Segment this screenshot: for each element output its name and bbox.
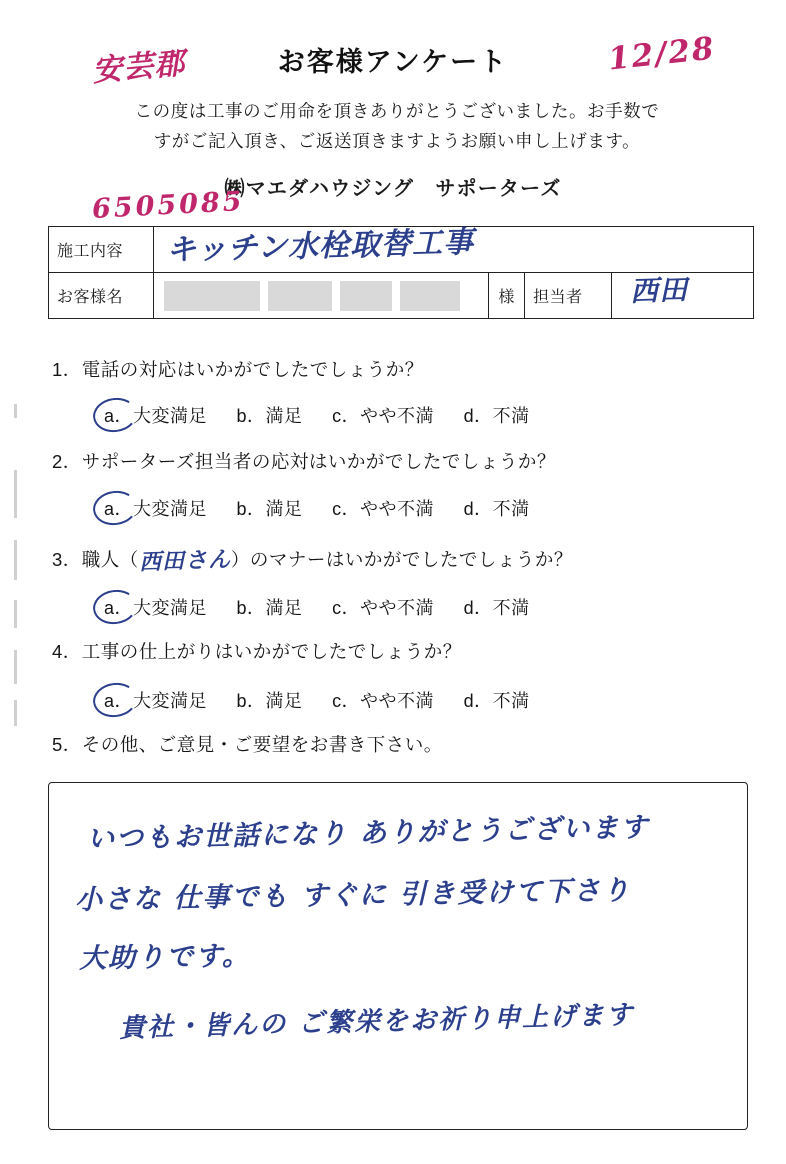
question-1 xyxy=(52,356,752,382)
question-2-option-b[interactable]: b．満足 xyxy=(236,499,303,519)
staff-value-cell xyxy=(612,273,754,319)
question-3-options xyxy=(104,594,530,620)
question-3-option-c[interactable]: c．やや不満 xyxy=(332,598,435,618)
table-row xyxy=(49,227,754,273)
question-3-option-a-label: a．大変満足 xyxy=(104,598,208,618)
question-2-number: 2． xyxy=(52,451,82,472)
scan-artifact xyxy=(14,540,17,580)
question-4-option-d[interactable]: d．不満 xyxy=(463,691,530,711)
question-2 xyxy=(52,448,752,474)
question-1-text: 電話の対応はいかがでしたでしょうか？ xyxy=(81,359,424,380)
question-4-option-a[interactable] xyxy=(104,691,207,711)
question-3-text-before: 職人（ xyxy=(81,549,139,570)
question-4-option-c[interactable]: c．やや不満 xyxy=(332,691,435,711)
handwritten-prefecture: 安芸郡 xyxy=(90,46,187,89)
question-1-options xyxy=(104,402,530,428)
comment-line-3: 大助りです。 xyxy=(78,940,252,975)
question-1-option-c[interactable]: c．やや不満 xyxy=(332,406,435,426)
question-3-option-b[interactable]: b．満足 xyxy=(236,598,303,618)
question-3-option-a[interactable] xyxy=(104,598,207,618)
question-3 xyxy=(52,542,752,576)
customer-label: お客様名 xyxy=(49,273,154,319)
question-4-text: 工事の仕上がりはいかがでしたでしょうか？ xyxy=(81,641,462,662)
question-4-option-b[interactable]: b．満足 xyxy=(236,691,303,711)
question-3-number: 3． xyxy=(52,549,82,570)
question-2-text: サポーターズ担当者の応対はいかがでしたでしょうか？ xyxy=(81,451,556,472)
scan-artifact xyxy=(14,700,17,726)
question-4 xyxy=(52,638,752,664)
question-4-options xyxy=(104,687,530,713)
company-name: ㈱マエダハウジング サポーターズ xyxy=(224,178,562,200)
staff-label: 担当者 xyxy=(525,273,612,319)
table-row xyxy=(49,273,754,319)
question-1-number: 1． xyxy=(52,359,82,380)
question-5-number: 5． xyxy=(52,734,82,755)
intro-line-1: この度は工事のご用命を頂きありがとうございました。お手数で xyxy=(134,101,660,121)
comment-line-1: いつもお世話になり ありがとうございます xyxy=(86,812,650,855)
handwritten-date: 12/28 xyxy=(606,30,718,78)
redaction-mask xyxy=(164,281,464,311)
question-5 xyxy=(52,731,752,757)
question-1-option-a-label: a．大変満足 xyxy=(104,406,208,426)
intro-line-2: すがご記入頂き、ご返送頂きますようお願い申し上げます。 xyxy=(153,131,641,151)
question-2-option-d[interactable]: d．不満 xyxy=(463,499,530,519)
customer-value-cell xyxy=(154,273,488,319)
question-1-option-d[interactable]: d．不満 xyxy=(463,406,530,426)
page-title: お客様アンケート xyxy=(277,47,509,77)
question-5-text: その他、ご意見・ご要望をお書き下さい。 xyxy=(81,734,443,755)
scan-artifact xyxy=(14,650,17,684)
work-label: 施工内容 xyxy=(49,227,154,273)
work-value-handwritten: キッチン水栓取替工事 xyxy=(166,224,475,269)
sama-suffix: 様 xyxy=(488,273,524,319)
scan-artifact xyxy=(14,470,17,518)
comment-line-2: 小さな 仕事でも すぐに 引き受けて下さり xyxy=(74,875,632,916)
question-3-option-d[interactable]: d．不満 xyxy=(463,598,530,618)
staff-value-handwritten: 西田 xyxy=(629,272,689,309)
question-3-text-after: ）のマナーはいかがでしたでしょうか？ xyxy=(230,549,573,570)
work-value-cell xyxy=(154,224,754,273)
scan-artifact xyxy=(14,600,17,628)
question-2-options xyxy=(104,495,530,521)
question-4-option-a-label: a．大変満足 xyxy=(104,691,208,711)
intro-text xyxy=(52,96,742,156)
question-2-option-a[interactable] xyxy=(104,499,207,519)
comment-box[interactable] xyxy=(48,782,748,1130)
question-1-option-a[interactable] xyxy=(104,406,207,426)
comment-line-4: 貴社・皆んの ご繁栄をお祈り申上げます xyxy=(118,1000,635,1044)
question-3-handwritten-name: 西田さん xyxy=(138,546,232,576)
scan-artifact xyxy=(14,404,17,418)
info-table xyxy=(48,226,754,319)
handwritten-customer-number: 6505085 xyxy=(91,186,246,225)
question-2-option-c[interactable]: c．やや不満 xyxy=(332,499,435,519)
question-2-option-a-label: a．大変満足 xyxy=(104,499,208,519)
question-1-option-b[interactable]: b．満足 xyxy=(236,406,303,426)
question-4-number: 4． xyxy=(52,641,82,662)
